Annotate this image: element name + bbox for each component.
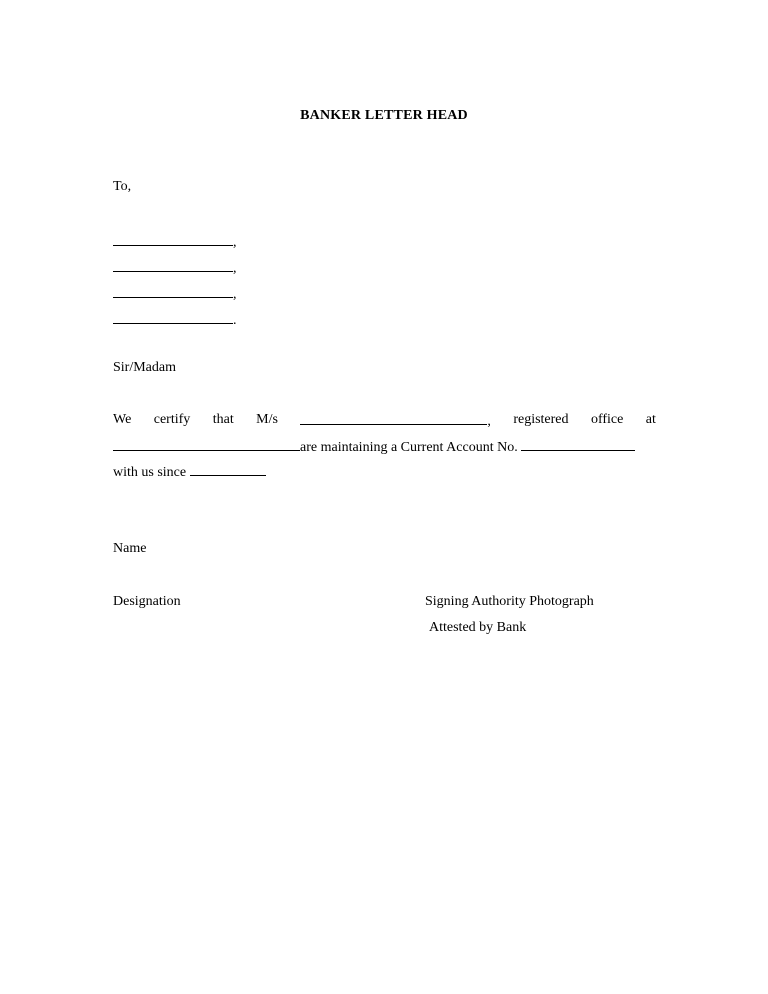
certification-line-1: We certify that M/s , registered office at [113, 412, 656, 429]
to-label: To, [113, 179, 132, 194]
address-line-1: , [113, 232, 237, 252]
letterhead-title: BANKER LETTER HEAD [300, 108, 468, 123]
address-blank-1 [113, 232, 233, 246]
designation-label: Designation [113, 594, 181, 609]
address-line-2: , [113, 258, 237, 278]
address-line-4: . [113, 310, 237, 330]
address-blank-3 [113, 284, 233, 298]
office-address-blank [113, 437, 300, 451]
address-blank-2 [113, 258, 233, 272]
name-label: Name [113, 541, 147, 556]
address-line-3: , [113, 284, 237, 304]
address-blank-4 [113, 310, 233, 324]
signing-authority-photo-label: Signing Authority Photograph [425, 594, 594, 609]
account-number-blank [521, 437, 635, 451]
certification-line-3: with us since [113, 462, 266, 482]
greeting: Sir/Madam [113, 360, 176, 375]
company-name-field: , [300, 411, 491, 431]
attested-by-bank-label: Attested by Bank [429, 620, 527, 635]
certification-line-2: are maintaining a Current Account No. [113, 437, 635, 457]
since-date-blank [190, 462, 266, 476]
